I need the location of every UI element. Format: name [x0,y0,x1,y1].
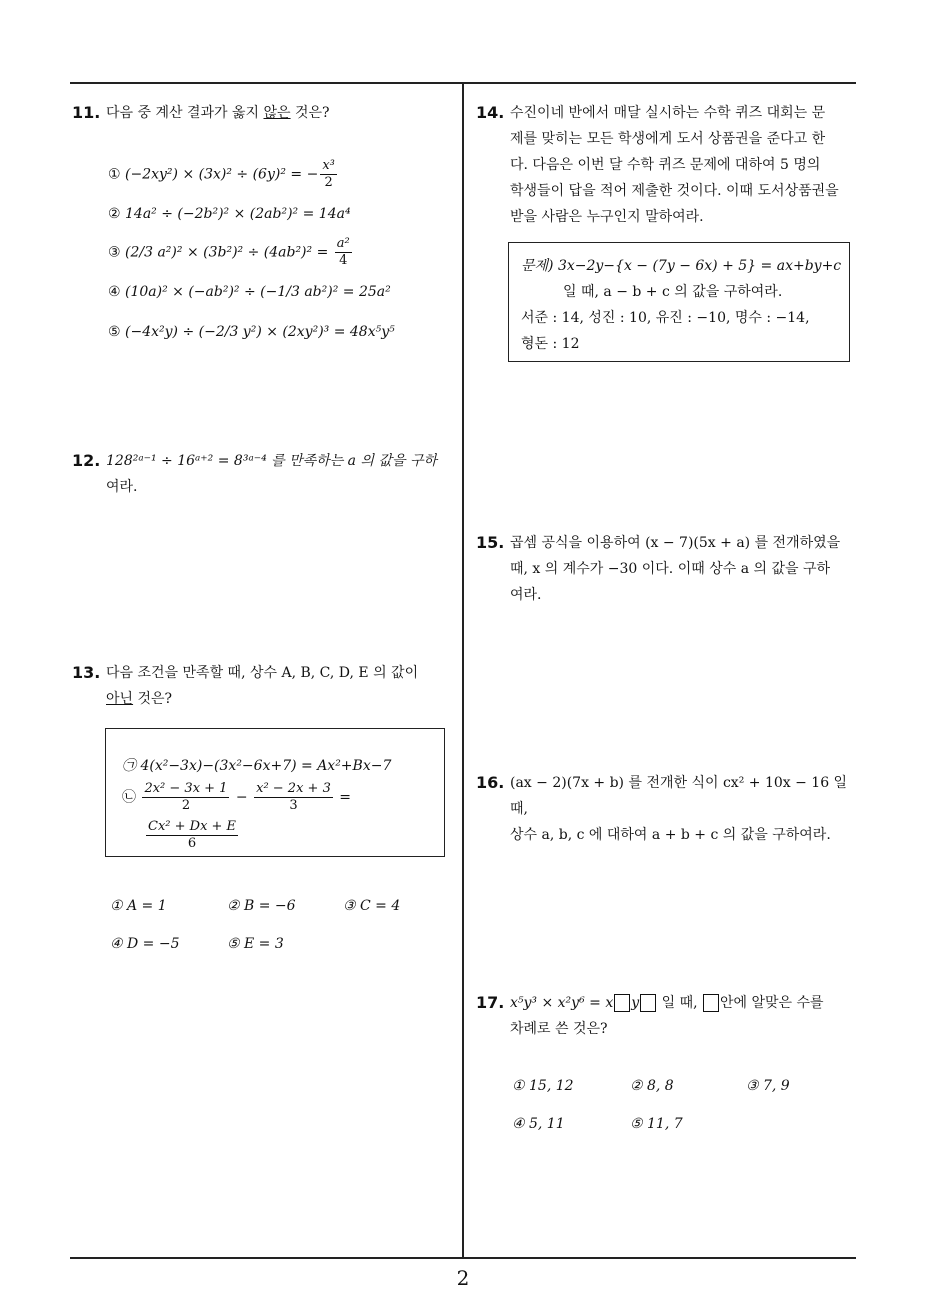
bottom-rule [70,1257,856,1259]
choice-1[interactable]: ① A = 1 [110,898,167,914]
question-number: 12. [72,451,101,470]
question-16 [476,770,861,848]
option-1[interactable]: ① (−2xy²) × (3x)² ÷ (6y)² = − $\frac{\text{x³}}{2}$ [108,158,335,190]
fraction: $\frac{\text{x² − 2x + 3}}{3}$ [256,781,331,813]
choice-3[interactable]: ③ 7, 9 [746,1078,790,1094]
question-15 [476,530,861,608]
question-14-problem-box [508,242,850,362]
question-11 [72,100,457,126]
fraction: $\frac{\text{x³}}{2}$ [322,158,335,190]
choice-2[interactable]: ② B = −6 [227,898,296,914]
column-divider [462,83,464,1258]
blank-box [640,994,656,1012]
question-17 [476,990,861,1042]
page-number: 2 [456,1266,470,1290]
question-text: x⁵y³ × x²y⁶ = x y 일 때, 안에 알맞은 수를 차례로 쓴 것은? [510,995,824,1037]
choice-5[interactable]: ⑤ E = 3 [227,936,284,952]
question-12 [72,448,457,500]
fraction: $\frac{\text{2x² − 3x + 1}}{2}$ [144,781,228,813]
blank-box [703,994,719,1012]
question-number: 13. [72,663,101,682]
question-number: 16. [476,773,505,792]
choice-4[interactable]: ④ 5, 11 [512,1116,565,1132]
choice-5[interactable]: ⑤ 11, 7 [630,1116,683,1132]
blank-box [614,994,630,1012]
option-5[interactable]: ⑤ (−4x²y) ÷ (−2/3 y²) × (2xy²)³ = 48x⁵y⁵ [108,324,395,340]
condition-2-rhs [144,819,240,852]
question-number: 11. [72,103,101,122]
choice-2[interactable]: ② 8, 8 [630,1078,674,1094]
question-text: 다음 중 계산 결과가 옳지 않은 것은? [106,105,330,121]
question-number: 15. [476,533,505,552]
fraction: $\frac{\text{a²}}{4}$ [336,236,350,268]
question-14 [476,100,861,230]
question-text: 128²ᵃ⁻¹ ÷ 16ᵃ⁺² = 8³ᵃ⁻⁴ 를 만족하는 a 의 값을 구하 여라. [106,453,437,495]
question-13-condition-box [105,728,445,857]
question-text: (ax − 2)(7x + b) 를 전개한 식이 cx² + 10x − 16 일 때, 상수 a, b, c 에 대하여 a + b + c 의 값을 구하여라. [510,775,848,843]
condition-1: ㉠ 4(x²−3x)−(3x²−6x+7) = Ax²+Bx−7 [122,758,392,774]
question-number: 17. [476,993,505,1012]
question-13-choices [110,898,455,958]
question-13 [72,660,457,712]
choice-1[interactable]: ① 15, 12 [512,1078,574,1094]
box-line-1: 문제) 3x−2y−{x − (7y − 6x) + 5} = ax+by+c [521,258,842,274]
box-line-3: 서준 : 14, 성진 : 10, 유진 : −10, 명수 : −14, [521,310,810,326]
choice-4[interactable]: ④ D = −5 [110,936,180,952]
question-text: 다음 조건을 만족할 때, 상수 A, B, C, D, E 의 값이 아닌 것은? [106,665,419,707]
question-text: 곱셈 공식을 이용하여 (x − 7)(5x + a) 를 전개하였을 때, x 의 계수가 −30 이다. 이때 상수 a 의 값을 구하 여라. [510,535,841,603]
box-line-2: 일 때, a − b + c 의 값을 구하여라. [563,284,783,300]
question-17-choices [512,1078,857,1138]
question-number: 14. [476,103,505,122]
option-3[interactable]: ③ (2/3 a²)² × (3b²)² ÷ (4ab²)² = $\frac{\text{a²}}{4}$ [108,236,350,268]
question-text: 수진이네 반에서 매달 실시하는 수학 퀴즈 대회는 문 제를 맞히는 모든 학생에게 도서 상품권을 준다고 한 다. 다음은 이번 달 수학 퀴즈 문제에 대하여 5 명의 학생들이 답을 적어 제출한 것이다. 이때 도서상품권을 받을 사람은 누구인지 말하여라. [510,105,839,225]
option-4[interactable]: ④ (10a)² × (−ab²)² ÷ (−1/3 ab²)² = 25a² [108,284,391,300]
box-line-4: 형돈 : 12 [521,336,580,352]
fraction: $\frac{\text{Cx² + Dx + E}}{6}$ [148,819,237,851]
condition-2: ㉡ $\frac{\text{2x² − 3x + 1}}{2}$ − $\frac{\text{x² − 2x + 3}}{3}$ = [122,781,352,813]
choice-3[interactable]: ③ C = 4 [343,898,401,914]
option-2[interactable]: ② 14a² ÷ (−2b²)² × (2ab²)² = 14a⁴ [108,206,351,222]
